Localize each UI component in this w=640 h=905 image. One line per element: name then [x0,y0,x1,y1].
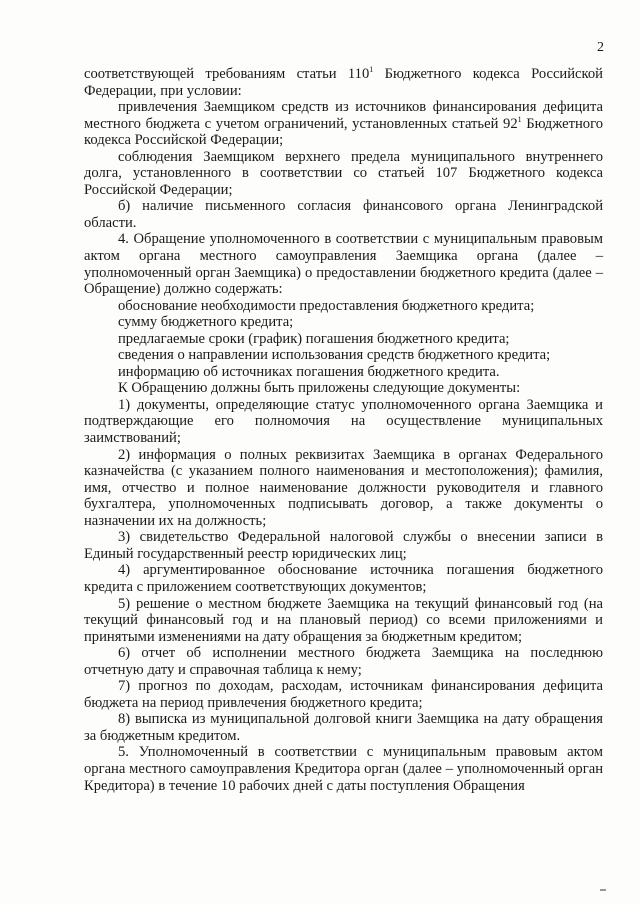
paragraph [84,149,603,199]
paragraph [84,380,603,397]
paragraph-text: соответствующей требованиям статьи 110 [84,66,370,82]
paragraph-text: 7) прогноз по доходам, расходам, источникам финансирования дефицита бюджета на период привлечения бюджетного кредита; [84,678,603,711]
paragraph-text: 1) документы, определяющие статус уполномоченного органа Заемщика и подтверждающие его полномочия на осуществление муниципальных заимствований; [84,396,603,447]
paragraph [84,231,603,297]
paragraph [84,364,603,381]
document-body [84,66,603,794]
page-number: 2 [597,40,604,55]
paragraph [84,711,603,744]
paragraph [84,298,603,315]
paragraph-text: 4) аргументированное обоснование источника погашения бюджетного кредита с приложением соответствующих документов; [84,562,603,595]
paragraph [84,645,603,678]
paragraph [84,347,603,364]
paragraph-text: 2) информация о полных реквизитах Заемщика в органах Федерального казначейства (с указанием полного наименования и местоположения); фамилия, имя, отчество и полное наименование должности руководителя и главного бухгалтера, уполномоченных подписывать договор, а также документы о назначении их на должность; [84,446,603,529]
paragraph [84,397,603,447]
paragraph-text-tail: Бюджетного кодекса Российской Федерации; [84,115,604,149]
paragraph [84,529,603,562]
superscript: 1 [369,65,374,74]
paragraph [84,744,603,794]
paragraph [84,596,603,646]
paragraph [84,314,603,331]
paragraph [84,562,603,595]
paragraph-text: сумму бюджетного кредита; [118,314,294,331]
paragraph [84,198,603,231]
paragraph-text: соблюдения Заемщиком верхнего предела муниципального внутреннего долга, установленного в соответствии со статьей 107 Бюджетного кодекса Российской Федерации; [84,148,603,198]
paragraph [84,66,603,99]
paragraph-text: сведения о направлении использования средств бюджетного кредита; [118,347,551,364]
paragraph-text: предлагаемые сроки (график) погашения бюджетного кредита; [118,330,510,347]
paragraph [84,331,603,348]
paragraph-text: 4. Обращение уполномоченного в соответствии с муниципальным правовым актом органа местного самоуправления Заемщика органа (далее – уполномоченный орган Заемщика) о предоставлении бюджетного кредита (далее – Обращение) должно содержать: [84,231,603,298]
paragraph-text: б) наличие письменного согласия финансового органа Ленинградской области. [84,198,603,231]
paragraph [84,99,603,149]
paragraph-text: обоснование необходимости предоставления бюджетного кредита; [118,297,535,314]
scan-artifact [600,889,606,891]
paragraph [84,447,603,530]
paragraph-text: 3) свидетельство Федеральной налоговой службы о внесении записи в Единый государственный реестр юридических лиц; [84,529,603,562]
paragraph-text-tail: Бюджетного кодекса Российской Федерации, при условии: [84,66,603,99]
paragraph-text: информацию об источниках погашения бюджетного кредита. [118,363,500,380]
superscript: 1 [517,114,522,124]
paragraph-text: К Обращению должны быть приложены следующие документы: [118,380,521,397]
paragraph-text: 6) отчет об исполнении местного бюджета Заемщика на последнюю отчетную дату и справочная таблица к нему; [84,645,603,678]
paragraph-text: 5) решение о местном бюджете Заемщика на текущий финансовый год (на текущий финансовый год и на плановый период) со всеми приложениями и принятыми изменениями на дату обращения за бюджетным кредитом; [84,595,603,645]
paragraph-text: привлечения Заемщиком средств из источников финансирования дефицита местного бюджета с учетом ограничений, установленных статьей 92 [84,99,603,132]
paragraph-text: 8) выписка из муниципальной долговой книги Заемщика на дату обращения за бюджетным кредитом. [84,711,603,744]
paragraph [84,678,603,711]
paragraph-text: 5. Уполномоченный в соответствии с муниципальным правовым актом органа местного самоуправления Кредитора орган (далее – уполномоченный орган Кредитора) в течение 10 рабочих дней с даты поступления Обращения [84,744,603,794]
